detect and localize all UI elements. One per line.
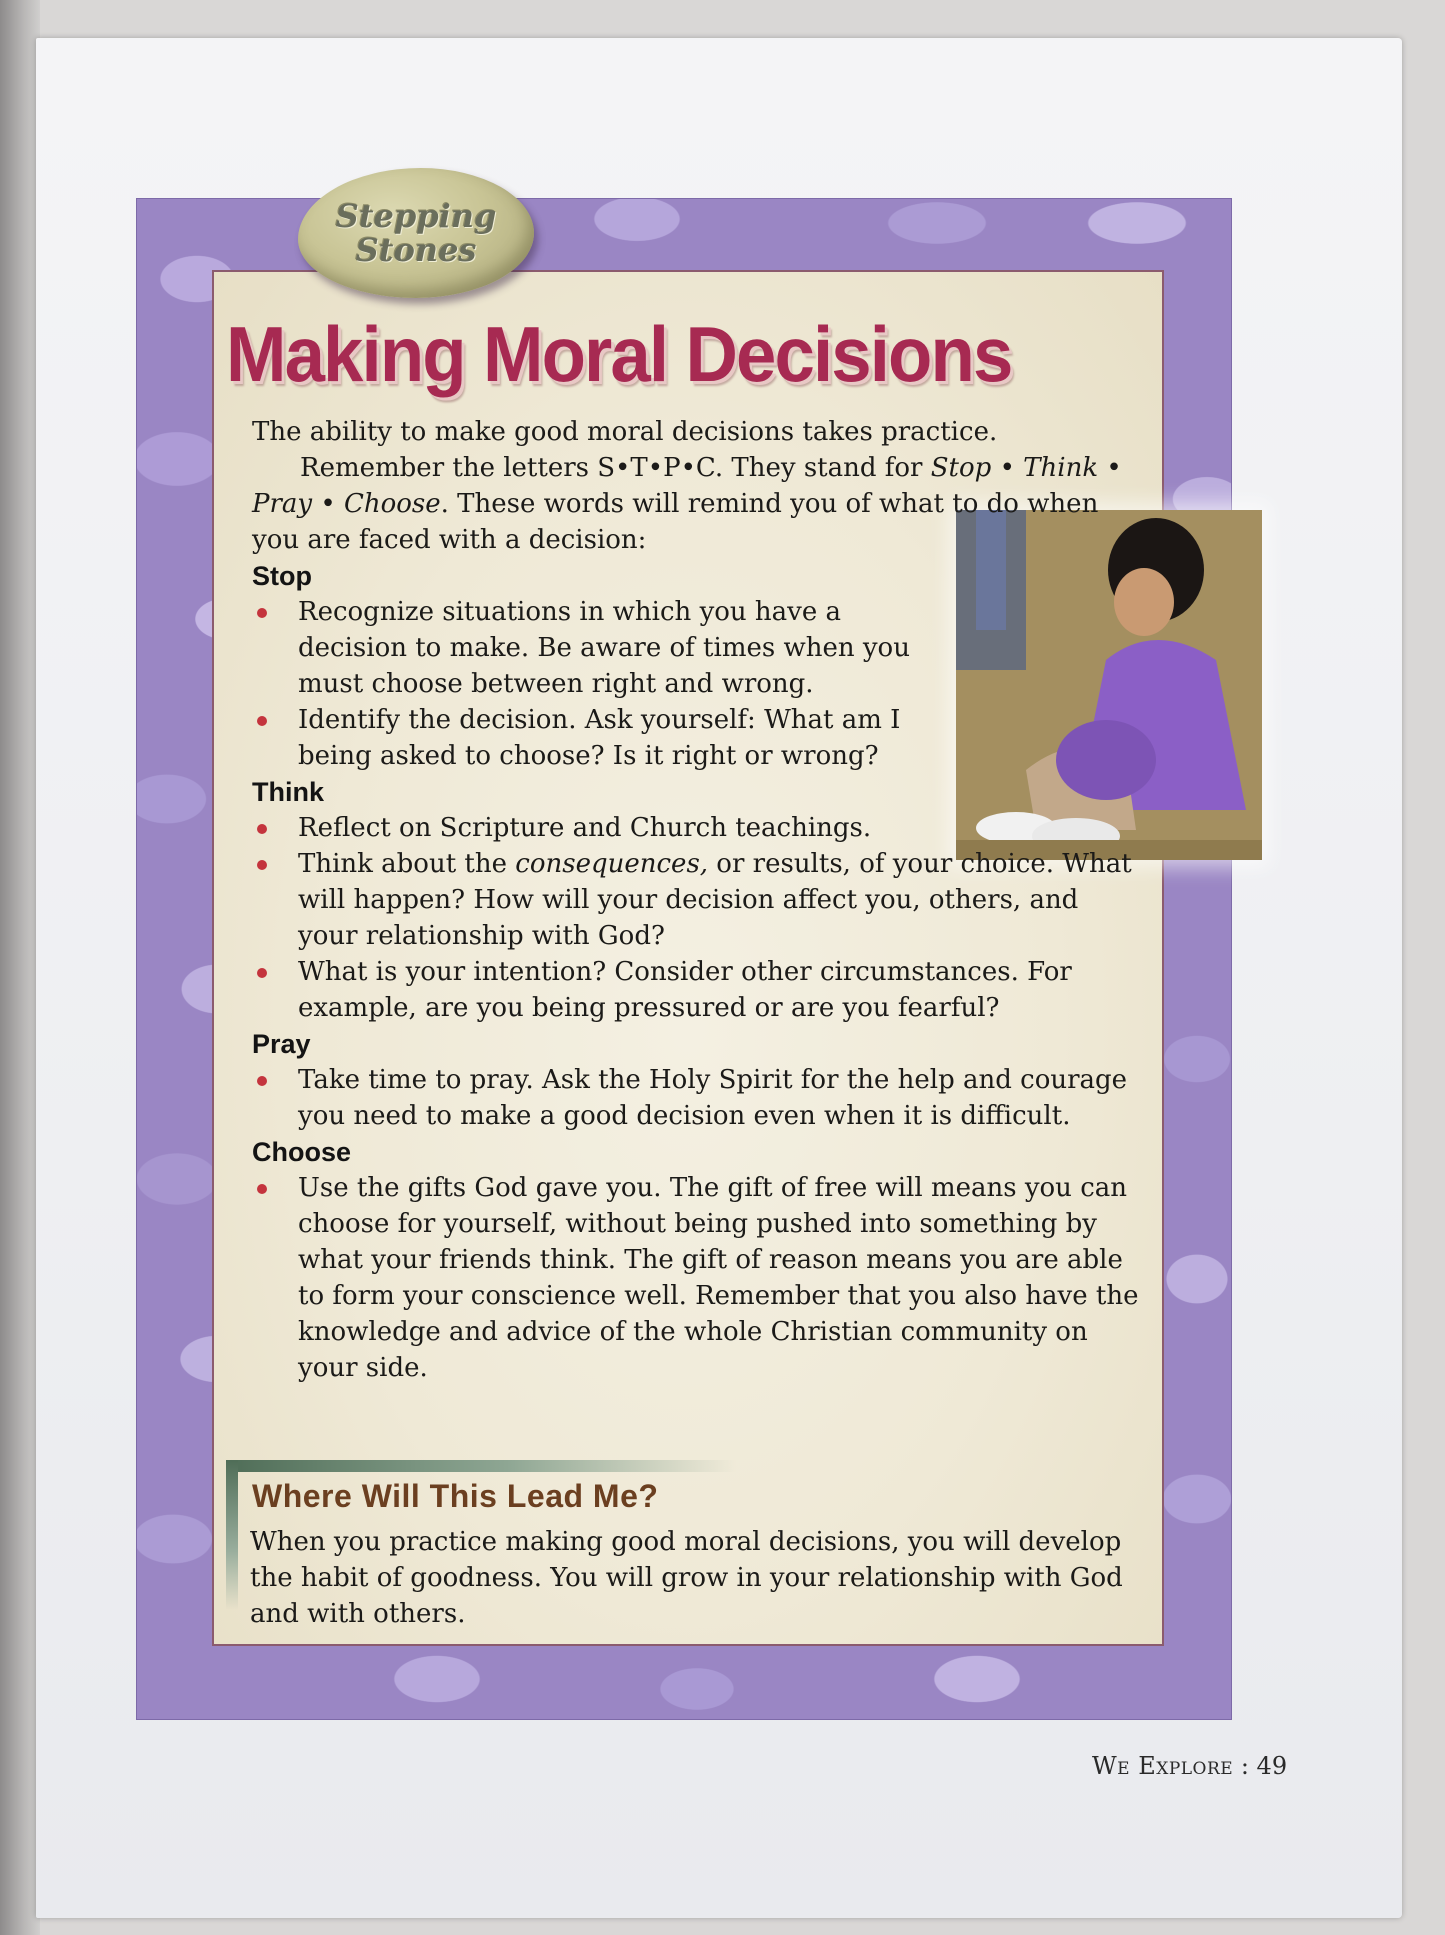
heading-think: Think	[252, 777, 324, 807]
logo-line-2: Stones	[355, 231, 477, 269]
pray-item: Take time to pray. Ask the Holy Spirit for the help and courage you need to make a good decision even when it is difficult.	[252, 1062, 1142, 1134]
intro-paragraph-1: The ability to make good moral decisions takes practice.	[252, 417, 998, 447]
folio-section: We Explore	[1092, 1752, 1234, 1780]
logo-line-1: Stepping	[335, 197, 497, 235]
think-item-text-a: Think about the	[298, 849, 516, 879]
think-item	[252, 846, 1142, 954]
think-item: Reflect on Scripture and Church teachings.	[252, 810, 938, 846]
think-item-text-b: or results, of your choice. What will happen? How will your decision affect you, others, and your relationship with God?	[298, 849, 1132, 951]
choose-list	[252, 1170, 1142, 1386]
book-spine	[0, 0, 40, 1935]
stop-list	[252, 594, 932, 774]
heading-stop: Stop	[252, 561, 312, 591]
page-number: 49	[1256, 1752, 1288, 1780]
lead-box-title: Where Will This Lead Me?	[252, 1478, 659, 1514]
think-item: What is your intention? Consider other circumstances. For example, are you being pressured or are you fearful?	[252, 954, 1142, 1026]
page-folio	[1092, 1752, 1287, 1780]
pray-list	[252, 1062, 1142, 1134]
page-title: Making Moral Decisions	[226, 310, 1012, 398]
lead-box-side-rule	[226, 1460, 238, 1610]
heading-pray: Pray	[252, 1029, 311, 1059]
stpc-words: Stop • Think • Pray • Choose	[252, 453, 1122, 519]
article-body	[252, 414, 1142, 1386]
choose-item: Use the gifts God gave you. The gift of free will means you can choose for yourself, without being pushed into something by what your friends think. The gift of reason means you are able to form your conscience well. Remember that you also have the knowledge and advice of the whole Christian community on your side.	[252, 1170, 1142, 1386]
stop-item: Identify the decision. Ask yourself: What am I being asked to choose? Is it right or wrong?	[252, 702, 932, 774]
intro-text-b: . These words will remind you of what to do when you are faced with a decision:	[252, 489, 1099, 555]
consequences-term: consequences,	[515, 849, 709, 879]
lead-box-text: When you practice making good moral decisions, you will develop the habit of goodness. You will grow in your relationship with God and with others.	[250, 1527, 1123, 1629]
intro-paragraph-2	[252, 450, 1142, 558]
lead-box-top-rule	[226, 1460, 736, 1472]
think-list	[252, 810, 1142, 1026]
heading-choose: Choose	[252, 1137, 352, 1167]
stop-item: Recognize situations in which you have a decision to make. Be aware of times when you must choose between right and wrong.	[252, 594, 932, 702]
intro-text-a: Remember the letters S•T•P•C. They stand for	[300, 453, 931, 483]
folio-separator: :	[1233, 1752, 1257, 1780]
where-will-this-lead-box	[216, 1460, 1160, 1640]
